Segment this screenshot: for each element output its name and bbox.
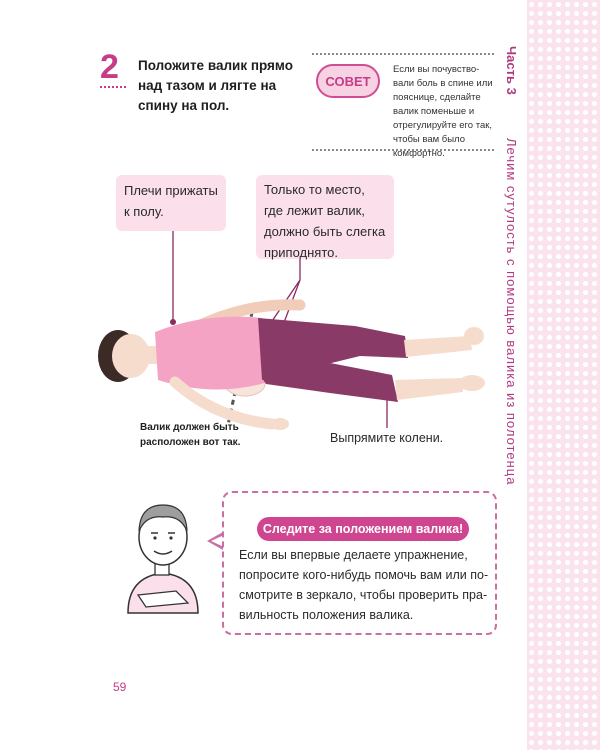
step-instruction: Положите валик прямо над тазом и лягте на спину на пол. xyxy=(138,58,293,113)
step-number: 2 xyxy=(100,48,119,86)
page-number: 59 xyxy=(113,680,127,694)
advice-badge: СОВЕТ xyxy=(316,64,380,98)
label-towel-position: Валик должен быть расположен вот так. xyxy=(140,422,241,448)
tip-title: Следите за положением валика! xyxy=(257,517,469,541)
advice-text: Если вы почувствовали боль в спине или пояснице, сделайте валик поменьше и отрегулируйте его так, чтобы вам было комфортно. xyxy=(393,64,493,159)
label-straighten-knees: Выпрямите колени. xyxy=(330,431,444,445)
section-title: Лечим сутулость с помощью валика из полотенца xyxy=(504,138,519,486)
part-label: Часть 3 xyxy=(504,46,519,95)
pointer-dot-shoulders xyxy=(170,319,176,325)
callout-shoulders: Плечи прижаты к полу. xyxy=(116,175,226,231)
tip-text: Если вы впервые делаете упражнение, попросите кого-нибудь помочь вам или посмотрите в зеркало, чтобы проверить правильность положения валика. xyxy=(239,548,489,622)
trainer-illustration xyxy=(118,495,208,615)
callout-towel-area: Только то место, где лежит валик, должно быть слегка приподнято. xyxy=(256,175,394,259)
